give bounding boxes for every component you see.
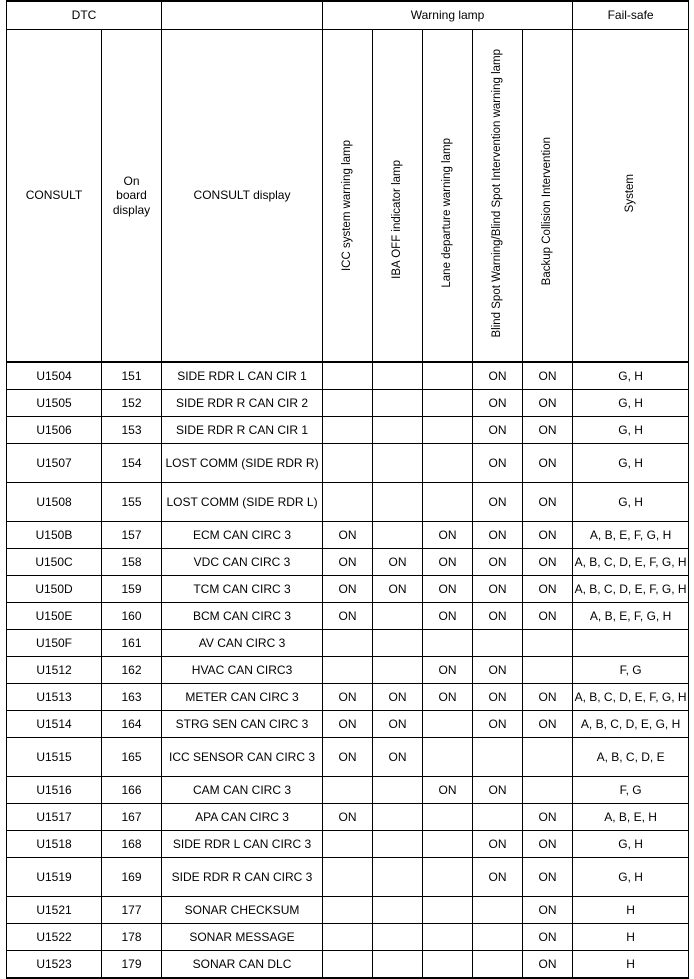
cell-lane-lamp: [423, 858, 473, 897]
cell-blind-spot-lamp: ON: [473, 711, 523, 738]
cell-fail-safe-system: H: [573, 924, 689, 951]
cell-on-board-code: 160: [102, 603, 162, 630]
cell-blind-spot-lamp: ON: [473, 362, 523, 390]
cell-on-board-code: 169: [102, 858, 162, 897]
cell-fail-safe-system: A, B, C, D, E, F, G, H: [573, 684, 689, 711]
cell-consult-code: U1513: [7, 684, 102, 711]
cell-on-board-code: 164: [102, 711, 162, 738]
cell-on-board-code: 179: [102, 951, 162, 979]
cell-blind-spot-lamp: ON: [473, 576, 523, 603]
cell-backup-collision: ON: [523, 549, 573, 576]
cell-backup-collision: ON: [523, 576, 573, 603]
cell-blind-spot-lamp: [473, 804, 523, 831]
cell-consult-code: U1517: [7, 804, 102, 831]
col-header-blind-spot-warning: [473, 30, 523, 363]
cell-blind-spot-lamp: ON: [473, 522, 523, 549]
cell-consult-display: BCM CAN CIRC 3: [162, 603, 323, 630]
cell-backup-collision: ON: [523, 804, 573, 831]
cell-consult-code: U1506: [7, 417, 102, 444]
cell-consult-display: METER CAN CIRC 3: [162, 684, 323, 711]
table-row: [7, 711, 689, 738]
table-row: [7, 444, 689, 483]
cell-blind-spot-lamp: [473, 630, 523, 657]
table-row: [7, 483, 689, 522]
cell-icc-lamp: [323, 657, 373, 684]
cell-icc-lamp: ON: [323, 549, 373, 576]
cell-fail-safe-system: A, B, E, F, G, H: [573, 522, 689, 549]
cell-lane-lamp: [423, 444, 473, 483]
cell-icc-lamp: [323, 924, 373, 951]
table-row: [7, 576, 689, 603]
cell-iba-lamp: [373, 603, 423, 630]
cell-iba-lamp: [373, 804, 423, 831]
cell-fail-safe-system: F, G: [573, 657, 689, 684]
cell-fail-safe-system: A, B, C, D, E: [573, 738, 689, 777]
cell-on-board-code: 154: [102, 444, 162, 483]
cell-blind-spot-lamp: [473, 951, 523, 979]
cell-iba-lamp: [373, 858, 423, 897]
cell-iba-lamp: [373, 924, 423, 951]
cell-on-board-code: 167: [102, 804, 162, 831]
cell-icc-lamp: [323, 897, 373, 924]
cell-lane-lamp: [423, 390, 473, 417]
on-board-display-line-2: board: [116, 188, 147, 203]
cell-consult-display: CAM CAN CIRC 3: [162, 777, 323, 804]
cell-lane-lamp: ON: [423, 522, 473, 549]
cell-backup-collision: [523, 657, 573, 684]
cell-iba-lamp: [373, 362, 423, 390]
cell-lane-lamp: ON: [423, 549, 473, 576]
cell-on-board-code: 155: [102, 483, 162, 522]
cell-iba-lamp: [373, 483, 423, 522]
table-head: [7, 1, 689, 362]
cell-consult-display: TCM CAN CIRC 3: [162, 576, 323, 603]
cell-consult-display: SIDE RDR L CAN CIR 1: [162, 362, 323, 390]
table-row: [7, 549, 689, 576]
cell-icc-lamp: ON: [323, 522, 373, 549]
cell-iba-lamp: [373, 522, 423, 549]
table-body: [7, 362, 689, 978]
cell-icc-lamp: [323, 858, 373, 897]
col-header-lane-departure-warning-lamp: [423, 30, 473, 363]
dtc-index-table: [6, 0, 689, 979]
cell-iba-lamp: [373, 951, 423, 979]
cell-consult-display: ICC SENSOR CAN CIRC 3: [162, 738, 323, 777]
table-row: [7, 657, 689, 684]
cell-lane-lamp: [423, 738, 473, 777]
cell-backup-collision: ON: [523, 684, 573, 711]
cell-backup-collision: ON: [523, 711, 573, 738]
cell-backup-collision: ON: [523, 951, 573, 979]
cell-icc-lamp: ON: [323, 738, 373, 777]
cell-consult-code: U1519: [7, 858, 102, 897]
cell-fail-safe-system: G, H: [573, 444, 689, 483]
cell-icc-lamp: [323, 483, 373, 522]
cell-consult-code: U150D: [7, 576, 102, 603]
table-row: [7, 603, 689, 630]
cell-backup-collision: ON: [523, 362, 573, 390]
cell-backup-collision: [523, 777, 573, 804]
cell-consult-display: STRG SEN CAN CIRC 3: [162, 711, 323, 738]
cell-lane-lamp: [423, 951, 473, 979]
cell-consult-display: SIDE RDR L CAN CIRC 3: [162, 831, 323, 858]
on-board-display-line-1: On: [123, 173, 140, 188]
cell-lane-lamp: ON: [423, 657, 473, 684]
cell-fail-safe-system: G, H: [573, 858, 689, 897]
cell-on-board-code: 159: [102, 576, 162, 603]
cell-blind-spot-lamp: ON: [473, 390, 523, 417]
group-header-dtc: DTC: [7, 1, 162, 30]
cell-blind-spot-lamp: ON: [473, 657, 523, 684]
cell-on-board-code: 161: [102, 630, 162, 657]
cell-lane-lamp: ON: [423, 684, 473, 711]
col-header-blind-spot-warning-label: Blind Spot Warning/Blind Spot Intervention warning lamp: [490, 49, 503, 338]
table-row: [7, 738, 689, 777]
cell-consult-code: U1512: [7, 657, 102, 684]
cell-icc-lamp: [323, 362, 373, 390]
cell-consult-code: U1521: [7, 897, 102, 924]
cell-consult-display: VDC CAN CIRC 3: [162, 549, 323, 576]
table-row: [7, 858, 689, 897]
cell-backup-collision: ON: [523, 603, 573, 630]
cell-lane-lamp: [423, 924, 473, 951]
col-header-iba-off-indicator-lamp: [373, 30, 423, 363]
group-header-spacer: [162, 1, 323, 30]
cell-iba-lamp: ON: [373, 684, 423, 711]
cell-consult-display: HVAC CAN CIRC3: [162, 657, 323, 684]
cell-icc-lamp: [323, 951, 373, 979]
cell-blind-spot-lamp: ON: [473, 444, 523, 483]
cell-lane-lamp: ON: [423, 576, 473, 603]
cell-fail-safe-system: G, H: [573, 417, 689, 444]
cell-consult-display: LOST COMM (SIDE RDR R): [162, 444, 323, 483]
cell-on-board-code: 158: [102, 549, 162, 576]
col-header-backup-collision-intervention: [523, 30, 573, 363]
table-row: [7, 417, 689, 444]
cell-iba-lamp: ON: [373, 738, 423, 777]
cell-on-board-code: 177: [102, 897, 162, 924]
cell-consult-display: SONAR MESSAGE: [162, 924, 323, 951]
cell-consult-code: U1516: [7, 777, 102, 804]
cell-on-board-code: 168: [102, 831, 162, 858]
cell-lane-lamp: [423, 711, 473, 738]
cell-consult-code: U1522: [7, 924, 102, 951]
col-header-backup-collision-intervention-label: Backup Collision Intervention: [540, 137, 553, 286]
cell-lane-lamp: [423, 831, 473, 858]
cell-fail-safe-system: [573, 630, 689, 657]
cell-lane-lamp: [423, 804, 473, 831]
cell-consult-code: U150E: [7, 603, 102, 630]
cell-fail-safe-system: G, H: [573, 831, 689, 858]
cell-backup-collision: ON: [523, 924, 573, 951]
cell-iba-lamp: [373, 777, 423, 804]
cell-blind-spot-lamp: ON: [473, 831, 523, 858]
group-header-row: [7, 1, 689, 30]
cell-icc-lamp: ON: [323, 684, 373, 711]
cell-fail-safe-system: G, H: [573, 483, 689, 522]
cell-blind-spot-lamp: ON: [473, 483, 523, 522]
table-row: [7, 362, 689, 390]
cell-icc-lamp: ON: [323, 603, 373, 630]
cell-iba-lamp: ON: [373, 549, 423, 576]
cell-iba-lamp: [373, 390, 423, 417]
table-row: [7, 777, 689, 804]
cell-iba-lamp: [373, 831, 423, 858]
cell-blind-spot-lamp: ON: [473, 417, 523, 444]
group-header-warning-lamp: Warning lamp: [323, 1, 573, 30]
table-row: [7, 630, 689, 657]
cell-on-board-code: 162: [102, 657, 162, 684]
cell-consult-display: SIDE RDR R CAN CIRC 3: [162, 858, 323, 897]
cell-icc-lamp: [323, 417, 373, 444]
cell-consult-display: SONAR CAN DLC: [162, 951, 323, 979]
cell-icc-lamp: [323, 831, 373, 858]
cell-backup-collision: ON: [523, 858, 573, 897]
table-row: [7, 924, 689, 951]
cell-consult-display: AV CAN CIRC 3: [162, 630, 323, 657]
cell-lane-lamp: [423, 483, 473, 522]
cell-consult-code: U1523: [7, 951, 102, 979]
table-row: [7, 522, 689, 549]
cell-backup-collision: ON: [523, 897, 573, 924]
cell-lane-lamp: [423, 362, 473, 390]
cell-iba-lamp: [373, 657, 423, 684]
cell-consult-code: U150F: [7, 630, 102, 657]
cell-lane-lamp: [423, 897, 473, 924]
cell-fail-safe-system: F, G: [573, 777, 689, 804]
cell-backup-collision: ON: [523, 444, 573, 483]
cell-backup-collision: ON: [523, 831, 573, 858]
cell-fail-safe-system: H: [573, 897, 689, 924]
cell-fail-safe-system: A, B, E, H: [573, 804, 689, 831]
sub-header-row: [7, 30, 689, 363]
cell-icc-lamp: [323, 444, 373, 483]
cell-blind-spot-lamp: [473, 738, 523, 777]
cell-consult-display: SIDE RDR R CAN CIR 1: [162, 417, 323, 444]
cell-icc-lamp: [323, 777, 373, 804]
cell-consult-code: U1515: [7, 738, 102, 777]
cell-backup-collision: [523, 738, 573, 777]
cell-blind-spot-lamp: [473, 924, 523, 951]
cell-fail-safe-system: A, B, E, F, G, H: [573, 603, 689, 630]
cell-lane-lamp: ON: [423, 777, 473, 804]
col-header-consult-display: CONSULT display: [162, 30, 323, 363]
cell-consult-display: APA CAN CIRC 3: [162, 804, 323, 831]
table-row: [7, 897, 689, 924]
cell-blind-spot-lamp: ON: [473, 603, 523, 630]
cell-backup-collision: ON: [523, 522, 573, 549]
col-header-on-board-display: [102, 30, 162, 363]
cell-blind-spot-lamp: ON: [473, 777, 523, 804]
table-row: [7, 831, 689, 858]
cell-consult-code: U150B: [7, 522, 102, 549]
cell-consult-code: U150C: [7, 549, 102, 576]
cell-consult-code: U1518: [7, 831, 102, 858]
col-header-system-label: System: [623, 174, 636, 213]
cell-on-board-code: 178: [102, 924, 162, 951]
cell-blind-spot-lamp: ON: [473, 858, 523, 897]
col-header-system: [573, 30, 689, 363]
col-header-lane-departure-warning-lamp-label: Lane departure warning lamp: [440, 137, 453, 288]
cell-on-board-code: 153: [102, 417, 162, 444]
group-header-fail-safe: Fail-safe: [573, 1, 689, 30]
table-row: [7, 684, 689, 711]
cell-consult-code: U1508: [7, 483, 102, 522]
cell-consult-display: SONAR CHECKSUM: [162, 897, 323, 924]
cell-consult-display: LOST COMM (SIDE RDR L): [162, 483, 323, 522]
cell-backup-collision: ON: [523, 417, 573, 444]
cell-iba-lamp: [373, 630, 423, 657]
cell-consult-code: U1507: [7, 444, 102, 483]
cell-fail-safe-system: G, H: [573, 390, 689, 417]
cell-on-board-code: 151: [102, 362, 162, 390]
cell-iba-lamp: [373, 417, 423, 444]
cell-on-board-code: 163: [102, 684, 162, 711]
cell-on-board-code: 166: [102, 777, 162, 804]
cell-icc-lamp: ON: [323, 804, 373, 831]
cell-blind-spot-lamp: ON: [473, 549, 523, 576]
cell-consult-display: ECM CAN CIRC 3: [162, 522, 323, 549]
cell-iba-lamp: [373, 444, 423, 483]
col-header-icc-system-warning-lamp: [323, 30, 373, 363]
table-row: [7, 951, 689, 979]
table-row: [7, 804, 689, 831]
col-header-consult: CONSULT: [7, 30, 102, 363]
cell-blind-spot-lamp: ON: [473, 684, 523, 711]
cell-fail-safe-system: A, B, C, D, E, F, G, H: [573, 576, 689, 603]
cell-fail-safe-system: A, B, C, D, E, F, G, H: [573, 549, 689, 576]
cell-icc-lamp: ON: [323, 576, 373, 603]
cell-consult-code: U1505: [7, 390, 102, 417]
on-board-display-line-3: display: [112, 202, 151, 217]
cell-icc-lamp: [323, 630, 373, 657]
cell-on-board-code: 152: [102, 390, 162, 417]
cell-icc-lamp: ON: [323, 711, 373, 738]
cell-consult-code: U1514: [7, 711, 102, 738]
cell-consult-code: U1504: [7, 362, 102, 390]
cell-lane-lamp: ON: [423, 603, 473, 630]
cell-consult-display: SIDE RDR R CAN CIR 2: [162, 390, 323, 417]
cell-iba-lamp: ON: [373, 576, 423, 603]
cell-backup-collision: ON: [523, 483, 573, 522]
cell-fail-safe-system: H: [573, 951, 689, 979]
cell-lane-lamp: [423, 417, 473, 444]
cell-icc-lamp: [323, 390, 373, 417]
col-header-icc-system-warning-lamp-label: ICC system warning lamp: [340, 139, 353, 271]
cell-blind-spot-lamp: [473, 897, 523, 924]
cell-lane-lamp: [423, 630, 473, 657]
cell-on-board-code: 157: [102, 522, 162, 549]
table-row: [7, 390, 689, 417]
cell-iba-lamp: ON: [373, 711, 423, 738]
cell-fail-safe-system: G, H: [573, 362, 689, 390]
col-header-iba-off-indicator-lamp-label: IBA OFF indicator lamp: [390, 160, 403, 279]
cell-fail-safe-system: A, B, C, D, E, G, H: [573, 711, 689, 738]
cell-backup-collision: [523, 630, 573, 657]
cell-iba-lamp: [373, 897, 423, 924]
cell-on-board-code: 165: [102, 738, 162, 777]
cell-backup-collision: ON: [523, 390, 573, 417]
